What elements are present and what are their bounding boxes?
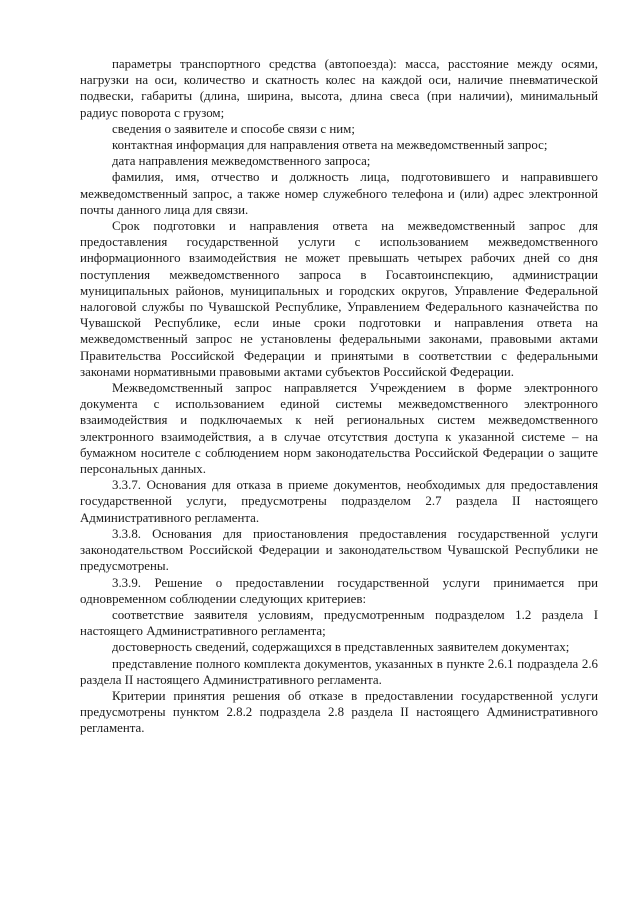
paragraph-criterion-applicant: соответствие заявителя условиям, предусмотренным подразделом 1.2 раздела I настоящего Административного регламента;	[80, 607, 598, 639]
paragraph-applicant-info: сведения о заявителе и способе связи с ним;	[112, 121, 355, 136]
paragraph-criterion-reliability: достоверность сведений, содержащихся в представленных заявителем документах;	[112, 640, 570, 655]
paragraph-vehicle-parameters: параметры транспортного средства (автопоезда): масса, расстояние между осями, нагрузки на оси, количество и скатность колес на каждой оси, наличие пневматической подвески, габариты (длина, ширина, высота, длина свеса (при наличии), минимальный радиус поворота с грузом;	[80, 57, 598, 120]
paragraph-request-date: дата направления межведомственного запроса;	[112, 154, 371, 169]
paragraph-request-format: Межведомственный запрос направляется Учреждением в форме электронного документа с использованием единой системы межведомственного электронного взаимодействия и подключаемых к ней региональных систем межведомственного электронного взаимодействия, а в случае отсутствия доступа к указанной системе – на бумажном носителе с соблюдением норм законодательства Российской Федерации о защите персональных данных.	[80, 381, 598, 477]
paragraph-criterion-completeness: представление полного комплекта документов, указанных в пункте 2.6.1 подраздела 2.6 раздела II настоящего Административного регламента.	[80, 656, 598, 687]
paragraph-3-3-7: 3.3.7. Основания для отказа в приеме документов, необходимых для предоставления государственной услуги, предусмотрены подразделом 2.7 раздела II настоящего Административного регламента.	[80, 478, 598, 525]
paragraph-3-3-8: 3.3.8. Основания для приостановления предоставления государственной услуги законодательством Российской Федерации и законодательством Чувашской Республики не предусмотрены.	[80, 526, 598, 574]
paragraph-3-3-9: 3.3.9. Решение о предоставлении государственной услуги принимается при одновременном соблюдении следующих критериев:	[80, 575, 598, 606]
paragraph-response-deadline: Срок подготовки и направления ответа на межведомственный запрос для предоставления государственной услуги с использованием межведомственного информационного взаимодействия не может превышать четырех рабочих дней со дня поступления межведомственного запроса в Госавтоинспекцию, администрации муниципальных районов, муниципальных и городских округов, Управление Федеральной налоговой службы по Чувашской Республике, Управлением Федерального казначейства по Чувашской Республике, если иные сроки подготовки и направления ответа на межведомственный запрос не установлены федеральными законами, правовыми актами Правительства Российской Федерации и принятыми в соответствии с федеральными законами нормативными правовыми актами субъектов Российской Федерации.	[80, 219, 598, 379]
paragraph-contact-info: контактная информация для направления ответа на межведомственный запрос;	[112, 138, 548, 153]
paragraph-refusal-criteria: Критерии принятия решения об отказе в предоставлении государственной услуги предусмотрены пунктом 2.8.2 подраздела 2.8 раздела II настоящего Административного регламента.	[80, 688, 598, 736]
paragraph-responsible-person: фамилия, имя, отчество и должность лица, подготовившего и направившего межведомственный запрос, а также номер служебного телефона и (или) адрес электронной почты данного лица для связи.	[80, 170, 598, 217]
